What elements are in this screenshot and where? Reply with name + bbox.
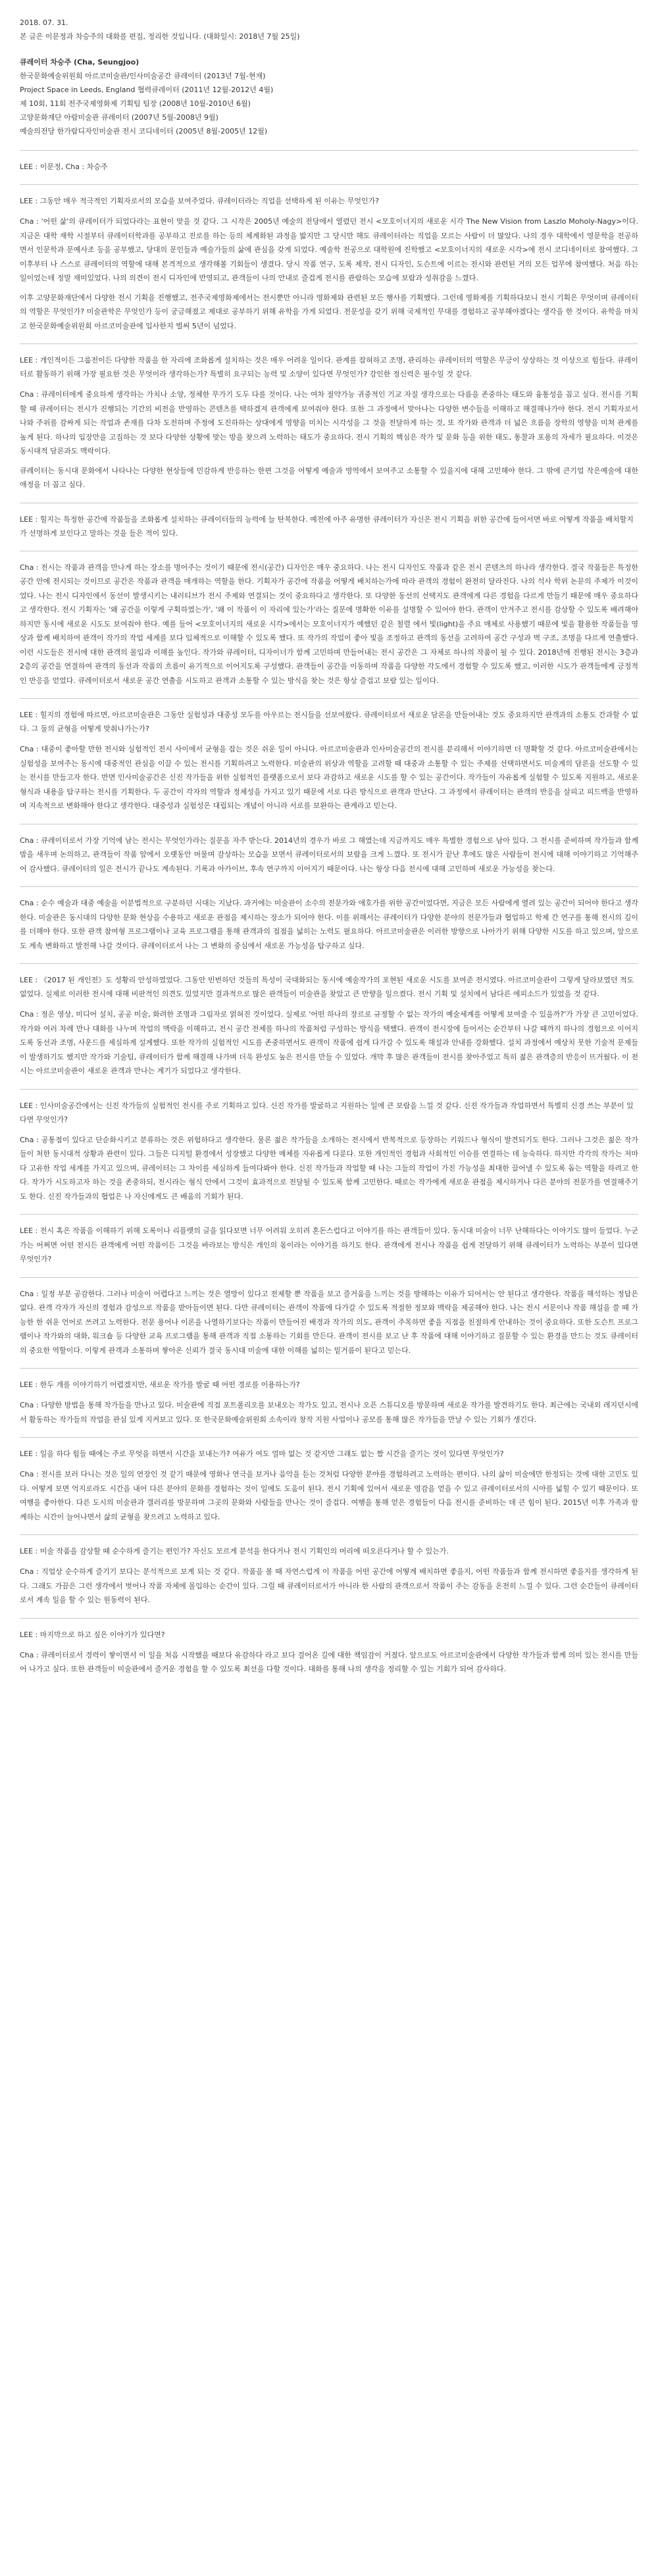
answer: Cha : 큐레이터에게 중요하게 생각하는 가치나 소양, 정체한 무가기 도두 다를 것이다. 나는 여차 절약가능 귀중적인 기교 자질 생각으로는 다름을 존중하는 태도와 융통성을 꼽고 싶다. 전시를 기획할 때 큐레이터는 전시가 진행되는 기간의 비전을 반영하는 콘텐츠를 택하겠져 관객에게 보여줘야 한다. 또한 그 과정에서 맞아나는 다양한 변수들을 이해하고 해결해나가야 한다. 전시 기획자로서 나와 주위를 감싸게 되는 작업과 존재를 다차 도전하며 주정에 도진하하는 상대에게 영향을 미치는 시각성을 그 것을 전달하게 하는 것, 또 작가와 관객과 더 넓은 흐름을 장학의 영향을 미쳐 관계를 높게 된다. 하나의 입장만을 고집하는 것 보다 다양한 상황에 맞는 방을 찾으려 노력하는 태도가 중요하다. 전시 기획의 핵심은 작가 및 문화 등을 위한 태도, 통찰과 포용의 자세가 필요하다. 이것은 동시대적 담론과도 맥락이다. (20, 390, 638, 455)
question: LEE : 일을 하다 힘들 때에는 주로 무엇을 하면서 시간을 보내는가? 여유가 여도 얼마 없는 것 같지만 그래도 없는 짬 시간을 즐기는 것이 있다면 무엇인가? (20, 1450, 504, 1458)
curator-bio (20, 55, 638, 138)
answer: Cha : 큐레이터로서 경력이 쌓이면서 이 일을 처음 시작했을 때보다 유감하다 라고 보다 걸어온 길에 대한 책임감이 커졌다. 앞으로도 아르코미술관에서 다양한 작가들과 함께 의미 있는 전시를 만들어 나가고 싶다. 또한 관객들이 미술관에서 즐거운 경험을 할 수 있도록 최선을 다할 것이다. 대화를 통해 나의 생각을 정리할 수 있는 기회가 되어 감사하다. (20, 1650, 638, 1673)
answer: LEE : 전시 혹은 작품을 이해하기 위해 도록이나 리플렛의 글을 읽다보면 너무 어려워 오히려 혼돈스럽다고 이야기를 하는 관객들이 있다. 동시대 미술이 너무 난해하다는 이야기도 많이 들었다. 누군가는 어쩌면 어떤 전시든 관객에게 어떤 작품이든 그것을 바라보는 방식은 개인의 몫이라는 이야기를 하기도 한다. 관객에게 전시나 작품을 쉽게 전달하기 위해 큐레이터가 노력하는 부분이 있다면 무엇인가? (20, 1226, 638, 1263)
answer: Cha : 전시는 작품과 관객을 만나게 하는 장소를 명어주는 것이기 때문에 전시(공간) 디자인은 매우 중요하다. 나는 전시 디자인도 작품과 같은 전시 콘텐츠의 하나라 생각한다. 결국 작품들은 특정한 공간 안에 전시되는 것이므로 공간은 작품과 관객을 매개하는 역할을 한다. 기획자가 공간에 작품을 어떻게 배치하는가에 따라 관객의 경험이 완전히 달라진다. 나의 석사 학위 논문의 주제가 이것이었다. 나는 전시 디자인에서 동선이 발생시키는 내러티브가 전시 주제와 연결되는 것이 중요하다고 생각한다. 또 다양한 동선의 선택지도 관객에게 다른 경험을 다르게 만들기 때문에 매우 중요하다고 생각한다. 전시 기획자는 '왜 공간을 이렇게 구획하였는가', '왜 이 작품이 이 자리에 있는가'라는 질문에 명확한 이유를 설명할 수 있어야 한다. 관객이 안겨주고 전시를 감상할 수 있도록 배려해야 하지만 동시에 새로운 시도도 보여줘야 한다. 예를 들어 <모호이너지의 새로운 시각>에서는 모호이너지가 예했던 같은 철렬 에서 빛(light)을 주요 매체로 사용했기 때문에 빛을 활용한 작품들을 영상과 함께 배치하여 관객이 작가의 작업 세계를 보다 입체적으로 이해할 수 있도록 했다. 또 작가의 작업이 좋아 빛을 조정하고 관객의 동선을 고려하여 공간 구성과 벽 구조, 조명을 다르게 연출했다. 이런 시도들은 전시에 대한 관객의 몰입과 이해를 높인다. 작가와 큐레이터, 디자이너가 함께 고민하며 만들어내는 전시 공간은 그 자체로 하나의 작품이 될 수 있다. 2018년에 진행된 전시는 3층과 2층의 공간을 연결하여 관객의 동선과 작품의 흐름이 유기적으로 이어지도록 구성했다. 관객들이 공간을 이동하며 작품을 다양한 각도에서 경험할 수 있도록 했고, 이러한 시도가 관객들에게 긍정적인 반응을 얻었다. 큐레이터로서 새로운 공간 연출을 시도하고 관객과 소통할 수 있는 방식을 찾는 것은 항상 즐겁고 보람 있는 일이다. (20, 563, 638, 685)
answer: Cha : 정은 영상, 미디어 설치, 공공 미술, 화려한 조명과 그림자로 얽혀진 것이었다. 실제로 '어떤 하나의 장르로 규정할 수 없는 작가의 예술세계를 어떻게 보여줄 수 있을까?'가 가장 큰 고민이었다. 작가와 여러 차례 만나 대화를 나누며 작업의 맥락을 이해하고, 전시 공간 전체를 하나의 작품처럼 구성하는 방식을 택했다. 관객이 전시장에 들어서는 순간부터 나갈 때까지 하나의 경험으로 이어지도록 동선과 조명, 사운드를 세심하게 설계했다. 또한 작가의 실험적인 시도를 존중하면서도 관객이 작품에 쉽게 다가갈 수 있도록 해설과 안내를 강화했다. 설치 과정에서 예상치 못한 기술적 문제들이 발생하기도 했지만 작가와 기술팀, 큐레이터가 함께 해결해 나가며 더욱 완성도 높은 전시를 만들 수 있었다. 개막 후 많은 관객들이 전시를 찾아주었고 특히 젊은 관객층의 반응이 뜨거웠다. 이 전시는 아르코미술관이 새로운 관객과 만나는 계기가 되었다고 생각한다. (20, 1010, 638, 1075)
qa-block (20, 886, 638, 953)
qa-block (20, 1214, 638, 1267)
answer: 이후 고양문화재단에서 다양한 전시 기획을 진행했고, 전주국제영화제에서는 전시뿐만 아니라 영화제와 관련된 모든 행사를 기획했다. 그런데 영화제를 기획하다보니 전시 기획은 무엇이며 큐레이터의 역할은 무엇인가? 미술관학은 무엇인가 등이 궁금해졌고 제대로 공부하기 위해 유학을 가게 되었다. 전문성을 갖기 위해 국제적인 무대를 경험하고 공부해야겠다는 생각을 한 것이다. 유학을 마치고 한국문화예술위원회 아르코미술관에 입사한지 벌써 5년이 넘었다. (20, 293, 638, 330)
divider (20, 963, 638, 964)
speaker-legend: LEE : 이문정, Cha : 차승주 (20, 163, 108, 171)
answer: Cha : 직업상 순수하게 즐기기 보다는 분석적으로 보게 되는 것 같다. 작품을 볼 때 자연스럽게 이 작품을 어떤 공간에 어떻게 배치하면 좋을지, 어떤 작품들과 함께 전시하면 좋을지를 생각하게 된다. 그래도 가끔은 그런 생각에서 벗어나 작품 자체에 몰입하는 순간이 있다. 그럴 때 큐레이터로서가 아니라 한 사람의 관객으로서 작품이 주는 감동을 온전히 느낄 수 있다. 그런 순간들이 큐레이터로서 계속 일을 할 수 있는 원동력이 된다. (20, 1567, 638, 1604)
answer: Cha : 전시를 보러 다니는 것은 일의 연장인 것 같기 때문에 영화나 연극을 보거나 음악을 듣는 것처럼 다양한 분야를 경험하려고 노력하는 편이다. 나의 삶이 미술에만 한정되는 것에 대한 고민도 있다. 어떻게 보면 억지로라도 시간을 내어 다른 분야의 문화를 경험하는 것이 일에도 도움이 된다. 전시 기획에 있어서 새로운 영감을 얻을 수 있고 큐레이터로서의 시야를 넓힐 수 있기 때문이다. 또 여행을 좋아한다. 다른 도시의 미술관과 갤러리를 방문하며 그곳의 문화와 사람들을 만나는 것이 즐겁다. 여행을 통해 얻은 경험들이 다음 전시를 준비하는 데 큰 힘이 된다. 2015년 이후 가족과 함께하는 시간이 늘어나면서 삶의 균형을 찾으려고 노력하고 있다. (20, 1470, 638, 1521)
question: LEE : 힐지는 특정한 공간에 작품들을 조화롭게 설치하는 큐레이터들의 능력에 늘 탄복한다. 예전에 아주 유명한 큐레이터가 자신은 전시 기획을 위한 공간에 들어서면 바로 어떻게 작품을 배치할지가 선명하게 보인다고 말하는 것을 들은 적이 있다. (20, 515, 634, 538)
qa-block (20, 503, 638, 540)
bio-line: 고양문화재단 아람미술관 큐레이터 (2007년 5월-2008년 9월) (20, 113, 218, 122)
document-header (20, 16, 638, 43)
answer: Cha : 큐레이터로서 가장 기억에 남는 전시는 무엇인가라는 질문을 자주 받는다. 2014년의 경우가 바로 그 해였는데 지금까지도 매우 특별한 경험으로 남아 있다. 그 전시를 준비하며 작가들과 함께 밤을 새우며 논의하고, 관객들이 작품 앞에서 오랫동안 머물며 감상하는 모습을 보면서 큐레이터로서의 보람을 크게 느꼈다. 또 전시가 끝난 후에도 많은 사람들이 전시에 대해 이야기하고 기억해주어 감사했다. 큐레이터의 일은 전시가 끝나도 계속된다. 기록과 아카이브, 후속 연구까지 이어지기 때문이다. 나는 항상 다음 전시에 대해 고민하며 새로운 가능성을 찾는다. (20, 836, 638, 873)
qa-block (20, 698, 638, 813)
divider (20, 1089, 638, 1090)
divider (20, 1368, 638, 1369)
qa-block (20, 1534, 638, 1607)
bio-line: 제 10회, 11회 전주국제영화제 기획팀 팀장 (2008년 10월-2010년 6월) (20, 99, 251, 108)
question: LEE : 미술 작품을 감상할 때 순수하게 즐기는 편인가? 자신도 모르게 분석을 한다거나 전시 기획인의 머리에 떠오른다거나 할 수 있는가. (20, 1547, 449, 1555)
question: LEE : 한두 개를 이야기하기 어렵겠지만, 새로운 작가를 발굴 때 어떤 경로를 이용하는가? (20, 1380, 300, 1389)
qa-block (20, 963, 638, 1078)
answer: Cha : 대중이 좋아할 만한 전시와 실험적인 전시 사이에서 균형을 잡는 것은 쉬운 일이 아니다. 아르코미술관과 인사미술공간의 전시를 분리해서 이야기하면 더 명확할 것 같다. 아르코미술관에서는 실험성을 보여주는 동시에 대중적인 관심을 이끌 수 있는 전시를 기획하려고 노력한다. 미술관의 위상과 역할을 고려할 때 대중과 소통할 수 있는 주제를 선택하면서도 미술계의 담론을 선도할 수 있는 전시를 만들고자 한다. 반면 인사미술공간은 신진 작가들을 위한 실험적인 플랫폼으로서 보다 과감하고 새로운 시도를 할 수 있는 공간이다. 작가들이 자유롭게 실험할 수 있도록 지원하고, 새로운 형식과 내용을 탐구하는 전시를 기획한다. 두 공간이 각자의 역할과 정체성을 가지고 있기 때문에 서로 다른 방식으로 관객과 만난다. 그 과정에서 큐레이터는 관객의 반응을 살피고 피드백을 반영하며 지속적으로 변화해야 한다고 생각한다. 대중성과 실험성은 대립되는 개념이 아니라 서로를 보완하는 관계라고 믿는다. (20, 745, 638, 810)
qa-block (20, 824, 638, 876)
question: LEE : 마지막으로 하고 싶은 이야기가 있다면? (20, 1630, 165, 1639)
interview-note: 본 글은 이문정과 차승주의 대화를 편집, 정리한 것입니다. (대화일시: 2018년 7월 25일) (20, 32, 300, 41)
qa-block (20, 1277, 638, 1358)
qa-block (20, 343, 638, 492)
bio-line: Project Space in Leeds, England 협력큐레이터 (2011년 12월-2012년 4월) (20, 86, 274, 94)
divider (20, 1534, 638, 1535)
qa-block (20, 1618, 638, 1677)
dialogue (20, 184, 638, 1677)
curator-name: 큐레이터 차승주 (Cha, Seungjoo) (20, 58, 139, 66)
qa-block (20, 1368, 638, 1427)
answer: Cha : 다양한 방법을 통해 작가들을 만나고 있다. 미술관에 직접 포트폴리오를 보내오는 작가도 있고, 전시나 오픈 스튜디오를 방문하며 새로운 작가를 발견하기도 한다. 최근에는 국내외 레지던시에서 활동하는 작가들의 작업을 관심 있게 지켜보고 있다. 또 한국문화예술위원회 소속이라 창작 지원 사업이나 공모를 통해 많은 작가들을 만날 수 있는 기회가 생긴다. (20, 1401, 638, 1424)
question: LEE : 《2017 된 개인전》도 성황리 안성하였었다. 그동안 빈번하던 것들의 특성이 국대화되는 동시에 예술작가의 포현된 새로운 시도를 보여준 전시였다. 아르코미술관이 그렇게 달라보였던 적도 없었다. 실제로 이러한 전시에 대해 비판적인 의견도 있었지만 결과적으로 많은 관객들이 미술관을 찾았고 큰 반향을 일으켰다. 전시 기획 및 설치에서 남다른 에피소드가 있었을 것 같다. (20, 976, 634, 998)
question: LEE : 인사미술공간에서는 신진 작가들의 실험적인 전시를 주로 기획하고 있다. 신진 작가를 발굴하고 지원하는 일에 큰 보람을 느낄 것 같다. 신진 작가들과 작업하면서 특별히 신경 쓰는 부분이 있다면 무엇인가? (20, 1101, 634, 1124)
divider (20, 184, 638, 185)
bio-line: 한국문화예술위원회 아르코미술관/인사미술공간 큐레이터 (2013년 7월-현재) (20, 72, 266, 80)
question: LEE : 개인적이든 그룹전이든 다양한 작품을 한 자리에 조화롭게 설치하는 것은 매우 어려운 일이다. 관계를 잡혀하고 조명, 관리하는 큐레이터의 역할은 무긍이 상상하는 것 이상으로 힘들다. 큐레이터로 활동하기 위해 가장 필요한 것은 무엇이라 생각하는가? 특별히 요구되는 능력 및 소양이 있다면 무엇인가? 강인한 정신력은 필수일 것 같다. (20, 356, 638, 378)
divider (20, 1277, 638, 1278)
qa-block (20, 1089, 638, 1204)
answer: Cha : 순수 예술과 대중 예술을 이분법적으로 구분하던 시대는 지났다. 과거에는 미술관이 소수의 전문가와 애호가를 위한 공간이었다면, 지금은 모든 사람에게 열려 있는 공간이 되어야 한다고 생각한다. 미술관은 동시대의 다양한 문화 현상을 수용하고 새로운 관점을 제시하는 장소가 되어야 한다. 이를 위해서는 큐레이터가 다양한 분야의 전문가들과 협업하고 학제 간 연구를 통해 전시의 깊이를 더해야 한다. 또한 관객 참여형 프로그램이나 교육 프로그램을 통해 관객과의 접점을 넓히는 노력도 필요하다. 아르코미술관은 이러한 방향으로 나아가기 위해 다양한 시도를 하고 있으며, 앞으로도 계속 변화하고 발전해 나갈 것이다. 큐레이터로서 나는 그 변화의 중심에서 새로운 가능성을 탐구하고 싶다. (20, 899, 638, 950)
date: 2018. 07. 31. (20, 18, 68, 27)
qa-block (20, 551, 638, 688)
divider (20, 1437, 638, 1438)
qa-block (20, 1437, 638, 1524)
divider (20, 886, 638, 887)
qa-block (20, 184, 638, 333)
answer: Cha : 공통점이 있다고 단순화시키고 분류하는 것은 위험하다고 생각한다. 물론 젊은 작가들을 소개하는 전시에서 반복적으로 등장하는 키워드나 형식이 발견되기도 한다. 그러나 그것은 젊은 작가들이 처한 동시대적 상황과 관련이 있다. 그들은 디지털 환경에서 성장했고 다양한 매체를 자유롭게 다룬다. 또한 개인적인 경험과 사회적인 이슈를 연결하는 데 능숙하다. 하지만 각각의 작가는 저마다 고유한 작업 세계를 가지고 있으며, 큐레이터는 그 차이를 세심하게 들여다봐야 한다. 신진 작가들과 작업할 때 나는 그들의 작업이 가진 가능성을 최대한 끌어낼 수 있도록 돕는 역할을 하려고 한다. 작가가 시도하고자 하는 것을 존중하되, 전시라는 형식 안에서 그것이 효과적으로 전달될 수 있도록 함께 고민한다. 때로는 작가에게 새로운 관점을 제시하거나 다른 분야의 전문가를 연결해주기도 한다. 신진 작가들과의 협업은 나 자신에게도 큰 배움의 기회가 된다. (20, 1135, 638, 1201)
answer: 큐레이터는 동시대 문화에서 나타나는 다양한 현상들에 민감하게 반응하는 한편 그것을 어떻게 예술과 영역에서 보여주고 소통할 수 있을지에 대해 고민해야 한다. 그 밖에 큰기업 작은예술에 대한 애정을 더 꼽고 싶다. (20, 466, 638, 489)
question: LEE : 그동안 매우 적극적인 기획자로서의 모습을 보여주었다. 큐레이터라는 직업을 선택하게 된 이유는 무엇인가? (20, 197, 380, 205)
answer: Cha : 일정 부분 공감한다. 그러나 미술이 어렵다고 느끼는 것은 열망이 있다고 전제할 뿐 작품을 보고 즐거움을 느끼는 것을 방해하는 이유가 되어서는 안 된다고 생각한다. 작품을 해석하는 정답은 없다. 관객 각자가 자신의 경험과 감성으로 작품을 받아들이면 된다. 다만 큐레이터는 관객이 작품에 다가갈 수 있도록 적절한 정보와 맥락을 제공해야 한다. 나는 전시 서문이나 작품 해설을 쓸 때 가능한 한 쉬운 언어로 쓰려고 노력한다. 전문 용어나 이론을 나열하기보다는 작품이 만들어진 배경과 작가의 의도, 관객이 주목하면 좋을 지점을 친절하게 안내하는 것이 중요하다. 또한 도슨트 프로그램이나 작가와의 대화, 워크숍 등 다양한 교육 프로그램을 통해 관객과 직접 소통하는 기회를 만든다. 관객이 전시를 보고 난 후 작품에 대해 이야기하고 질문할 수 있는 환경을 만드는 것도 큐레이터의 중요한 역할이다. 이렇게 관객과 소통하며 쌓아온 신뢰가 결국 동시대 미술에 대한 이해를 넓히는 밑거름이 된다고 믿는다. (20, 1289, 638, 1355)
divider (20, 343, 638, 344)
divider (20, 698, 638, 699)
answer: Cha : '어떤 삶'의 큐레이터가 되었다라는 표현이 맞을 것 같다. 그 시작은 2005년 예술의 전당에서 열렸던 전시 <모호이너지의 새로운 시각 The New Vision from Laszlo Moholy-Nagy>이다. 지금은 대학 재학 시절부터 큐레이터학과를 공부하고 진로를 하는 등의 체계화된 과정을 밟지만 그 당시만 해도 큐레이터라는 직업을 모르는 사람이 더 많았다. 나의 경우 대학에서 영문학을 전공하면서 인문학과 문예사조 등을 공부했고, 당대의 문인들과 예술가들의 삶에 관심을 갖게 되었다. 예술학 전공으로 대학원에 진학했고 <모호이너지의 새로운 시각>에 전시 코디네이터로 참여했다. 그 이후부터 나 스스로 큐레이터의 역할에 대해 본격적으로 생각해볼 기회들이 생겼다. 당시 작품 연구, 도록 제작, 전시 디자인, 도슨트에 이르는 전시와 관련된 거의 모든 업무에 참여했다. 처음 하는 일이었는데 정말 재미있었다. 나의 의견이 전시 디자인에 반영되고, 관객들이 나의 안내로 즐겁게 전시를 관람하는 모습에 보람과 성취감을 느꼈다. (20, 217, 638, 282)
divider (20, 1214, 638, 1215)
question: LEE : 힐지의 경험에 따르면, 아르코미술관은 그동안 실험성과 대중성 모두를 아우르는 전시들을 선보여왔다. 큐레이터로서 새로운 담론을 만들어내는 것도 중요하지만 관객과의 소통도 간과할 수 없다. 그 둘의 균형을 어떻게 맞춰나가는가? (20, 711, 638, 733)
divider (20, 1618, 638, 1619)
bio-line: 예술의전당 한가람디자인미술관 전시 코디네이터 (2005년 8월-2005년 12월) (20, 127, 268, 136)
divider (20, 150, 638, 151)
